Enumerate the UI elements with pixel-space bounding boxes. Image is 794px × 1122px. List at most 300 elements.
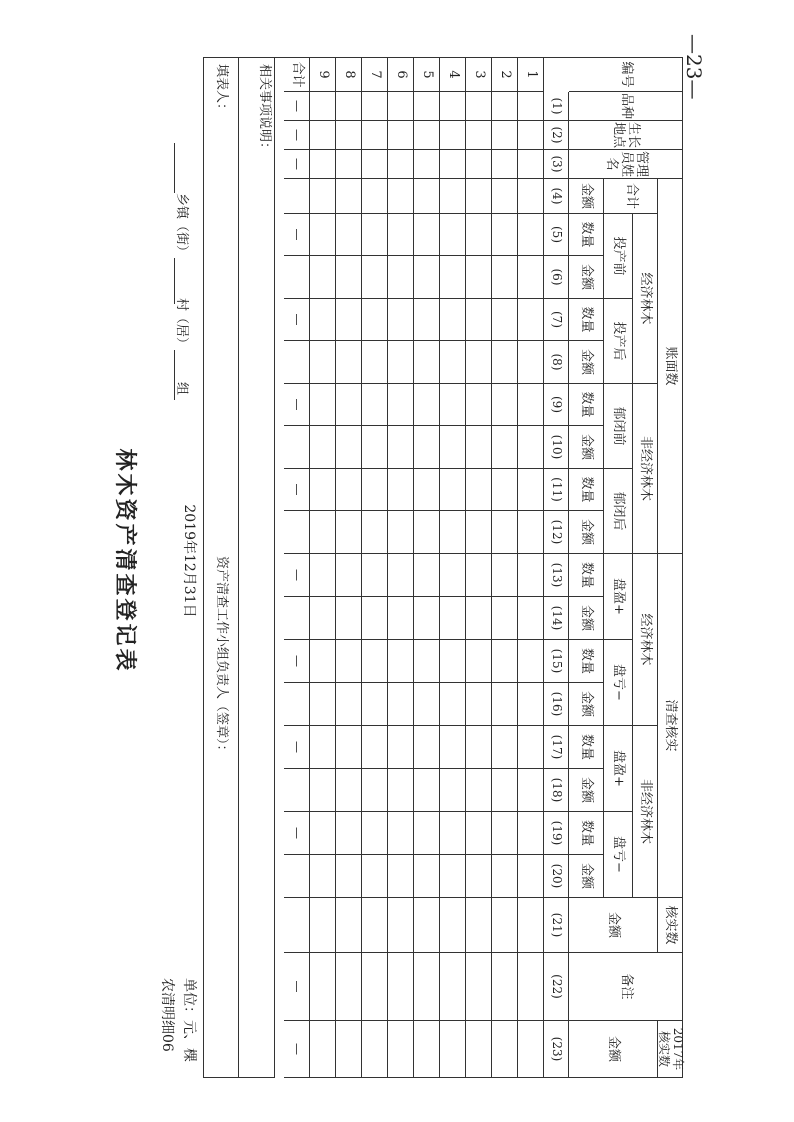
- total-cell[interactable]: [284, 426, 310, 469]
- table-cell[interactable]: [466, 812, 492, 855]
- table-cell[interactable]: [310, 511, 336, 554]
- table-cell[interactable]: [362, 769, 388, 812]
- form-number: 农清明细06: [159, 978, 175, 1052]
- subheader-cell: [569, 769, 604, 812]
- header-heji: [604, 179, 658, 214]
- report-date: 2019年12月31日: [181, 504, 197, 618]
- table-cell[interactable]: [466, 898, 492, 953]
- row-number: 2: [492, 58, 518, 92]
- table-cell[interactable]: [388, 511, 414, 554]
- table-cell[interactable]: [440, 384, 466, 426]
- table-cell[interactable]: [414, 640, 440, 683]
- col-number: (3): [544, 150, 569, 179]
- filler-label: 填表人：: [213, 64, 229, 117]
- table-cell[interactable]: [414, 384, 440, 426]
- subheader-label: 数量: [579, 221, 595, 248]
- table-cell[interactable]: [388, 640, 414, 683]
- table-cell[interactable]: [518, 597, 544, 640]
- feijingji-1-label: 非经济林木: [638, 435, 654, 501]
- table-cell[interactable]: [310, 726, 336, 769]
- table-cell[interactable]: [336, 299, 362, 341]
- table-cell[interactable]: [518, 554, 544, 597]
- bianhao-label: 编号: [618, 61, 634, 88]
- subheader-cell: [569, 341, 604, 384]
- table-cell[interactable]: [466, 726, 492, 769]
- total-cell[interactable]: —: [284, 554, 310, 597]
- table-cell[interactable]: [310, 384, 336, 426]
- col-number: (9): [544, 384, 569, 426]
- table-cell[interactable]: [518, 726, 544, 769]
- total-cell[interactable]: —: [284, 214, 310, 256]
- table-cell[interactable]: [362, 384, 388, 426]
- table-cell[interactable]: [414, 953, 440, 1021]
- table-cell[interactable]: [414, 511, 440, 554]
- table-cell[interactable]: [362, 953, 388, 1021]
- table-cell[interactable]: [362, 150, 388, 179]
- subheader-label: 金额: [579, 690, 595, 717]
- col-number: (22): [544, 953, 569, 1021]
- total-cell[interactable]: [284, 597, 310, 640]
- pankui-1-label: 盘亏−: [611, 664, 627, 701]
- table-cell[interactable]: [310, 1021, 336, 1078]
- table-cell[interactable]: [362, 855, 388, 898]
- table-cell[interactable]: [492, 597, 518, 640]
- page-title: 林木资产清查登记表: [112, 448, 138, 674]
- total-cell[interactable]: [284, 511, 310, 554]
- table-cell[interactable]: [362, 640, 388, 683]
- table-cell[interactable]: [310, 121, 336, 150]
- table-cell[interactable]: [336, 92, 362, 121]
- table-cell[interactable]: [336, 214, 362, 256]
- table-cell[interactable]: [518, 953, 544, 1021]
- table-cell[interactable]: [466, 179, 492, 214]
- table-cell[interactable]: [388, 554, 414, 597]
- table-cell[interactable]: [440, 855, 466, 898]
- table-cell[interactable]: [362, 597, 388, 640]
- table-cell[interactable]: [440, 256, 466, 299]
- header-panying-1: [604, 554, 633, 640]
- touchan-qian-label: 投产前: [611, 236, 627, 276]
- table-cell[interactable]: [362, 1021, 388, 1078]
- table-cell[interactable]: [466, 150, 492, 179]
- table-cell[interactable]: [336, 597, 362, 640]
- subheader-label: 金额: [579, 862, 595, 889]
- table-cell[interactable]: [518, 1021, 544, 1078]
- table-cell[interactable]: [518, 256, 544, 299]
- page-number: —23—: [682, 34, 706, 100]
- table-cell[interactable]: [362, 256, 388, 299]
- table-cell[interactable]: [414, 1021, 440, 1078]
- table-cell[interactable]: [414, 683, 440, 726]
- total-cell[interactable]: —: [284, 384, 310, 426]
- subheader-cell: [569, 179, 604, 214]
- total-cell[interactable]: [284, 179, 310, 214]
- table-cell[interactable]: [388, 121, 414, 150]
- table-cell[interactable]: [492, 92, 518, 121]
- table-cell[interactable]: [492, 511, 518, 554]
- table-cell[interactable]: [466, 384, 492, 426]
- table-cell[interactable]: [492, 426, 518, 469]
- col-number: (8): [544, 341, 569, 384]
- table-cell[interactable]: [440, 511, 466, 554]
- table-cell[interactable]: [310, 769, 336, 812]
- table-cell[interactable]: [310, 214, 336, 256]
- total-cell[interactable]: —: [284, 953, 310, 1021]
- table-cell[interactable]: [336, 1021, 362, 1078]
- table-cell[interactable]: [492, 121, 518, 150]
- total-cell[interactable]: —: [284, 726, 310, 769]
- table-cell[interactable]: [310, 898, 336, 953]
- table-cell[interactable]: [362, 426, 388, 469]
- table-cell[interactable]: [414, 726, 440, 769]
- table-cell[interactable]: [362, 898, 388, 953]
- total-cell[interactable]: —: [284, 640, 310, 683]
- table-cell[interactable]: [492, 855, 518, 898]
- table-cell[interactable]: [466, 426, 492, 469]
- table-cell[interactable]: [362, 179, 388, 214]
- row-number: 5: [414, 58, 440, 92]
- col-number: (13): [544, 554, 569, 597]
- table-cell[interactable]: [414, 150, 440, 179]
- table-cell[interactable]: [336, 855, 362, 898]
- table-cell[interactable]: [440, 179, 466, 214]
- table-cell[interactable]: [388, 179, 414, 214]
- table-cell[interactable]: [440, 1021, 466, 1078]
- table-cell[interactable]: [414, 341, 440, 384]
- subheader-label: 金额: [579, 182, 595, 209]
- table-cell[interactable]: [388, 150, 414, 179]
- subheader-label: 数量: [579, 647, 595, 674]
- table-cell[interactable]: [362, 299, 388, 341]
- table-cell[interactable]: [362, 812, 388, 855]
- signature-row[interactable]: [203, 58, 239, 1078]
- table-cell[interactable]: [466, 299, 492, 341]
- table-cell[interactable]: [440, 121, 466, 150]
- table-cell[interactable]: [414, 426, 440, 469]
- table-cell[interactable]: [310, 92, 336, 121]
- header-pankui-2: [604, 812, 633, 898]
- table-cell[interactable]: [336, 384, 362, 426]
- table-cell[interactable]: [414, 299, 440, 341]
- table-cell[interactable]: [518, 299, 544, 341]
- jingji-1-label: 经济林木: [638, 272, 654, 325]
- total-cell[interactable]: [284, 256, 310, 299]
- table-cell[interactable]: [492, 341, 518, 384]
- table-cell[interactable]: [518, 469, 544, 511]
- table-cell[interactable]: [518, 384, 544, 426]
- shengzhang-label: 生长地点: [611, 122, 642, 149]
- table-cell[interactable]: [388, 426, 414, 469]
- table-cell[interactable]: [414, 769, 440, 812]
- table-cell[interactable]: [336, 953, 362, 1021]
- table-cell[interactable]: [466, 341, 492, 384]
- total-cell[interactable]: [284, 341, 310, 384]
- table-cell[interactable]: [336, 121, 362, 150]
- total-cell[interactable]: —: [284, 92, 310, 121]
- table-cell[interactable]: [336, 554, 362, 597]
- table-cell[interactable]: [336, 769, 362, 812]
- table-cell[interactable]: [440, 341, 466, 384]
- table-cell[interactable]: [466, 121, 492, 150]
- table-cell[interactable]: [362, 214, 388, 256]
- table-cell[interactable]: [492, 469, 518, 511]
- table-cell[interactable]: [492, 554, 518, 597]
- table-cell[interactable]: [492, 953, 518, 1021]
- heshi-label: 核实数: [663, 905, 679, 945]
- table-cell[interactable]: [440, 299, 466, 341]
- table-cell[interactable]: [362, 341, 388, 384]
- subheader-label: 金额: [579, 433, 595, 460]
- table-cell[interactable]: [310, 426, 336, 469]
- table-cell[interactable]: [518, 426, 544, 469]
- table-cell[interactable]: [492, 299, 518, 341]
- table-cell[interactable]: [492, 179, 518, 214]
- table-cell[interactable]: [466, 1021, 492, 1078]
- subheader-cell: [569, 812, 604, 855]
- guanli-label: 管理员姓名: [604, 151, 649, 178]
- table-cell[interactable]: [466, 855, 492, 898]
- table-cell[interactable]: [518, 214, 544, 256]
- table-cell[interactable]: [310, 554, 336, 597]
- table-cell[interactable]: [388, 214, 414, 256]
- subheader-label: 数量: [579, 819, 595, 846]
- heshi-jine-label: 金额: [606, 911, 622, 938]
- total-cell[interactable]: [284, 769, 310, 812]
- table-cell[interactable]: [388, 597, 414, 640]
- table-cell[interactable]: [310, 683, 336, 726]
- col-number: (12): [544, 511, 569, 554]
- table-cell[interactable]: [362, 726, 388, 769]
- village-label: 村（居）: [174, 298, 189, 351]
- row-number: 9: [310, 58, 336, 92]
- table-cell[interactable]: [492, 683, 518, 726]
- total-row-label: 合计: [284, 58, 310, 92]
- table-cell[interactable]: [388, 683, 414, 726]
- total-cell[interactable]: —: [284, 1021, 310, 1078]
- beizhu-label: 备注: [618, 973, 634, 1000]
- col-number: (15): [544, 640, 569, 683]
- table-cell[interactable]: [414, 554, 440, 597]
- header-yu-hou: [604, 469, 633, 554]
- header-hs2017-jine: [569, 1021, 658, 1078]
- table-cell[interactable]: [362, 554, 388, 597]
- table-cell[interactable]: [336, 426, 362, 469]
- table-cell[interactable]: [518, 769, 544, 812]
- table-cell[interactable]: [362, 683, 388, 726]
- feijingji-2-label: 非经济林木: [638, 778, 654, 844]
- table-cell[interactable]: [310, 812, 336, 855]
- related-matters[interactable]: [239, 58, 275, 1078]
- table-cell[interactable]: [518, 121, 544, 150]
- subheader-label: 金额: [579, 776, 595, 803]
- table-cell[interactable]: [440, 214, 466, 256]
- table-cell[interactable]: [310, 299, 336, 341]
- table-cell[interactable]: [466, 769, 492, 812]
- table-cell[interactable]: [336, 256, 362, 299]
- subheader-label: 金额: [579, 604, 595, 631]
- table-cell[interactable]: [466, 469, 492, 511]
- table-cell[interactable]: [440, 898, 466, 953]
- table-cell[interactable]: [518, 179, 544, 214]
- table-cell[interactable]: [492, 1021, 518, 1078]
- table-cell[interactable]: [518, 92, 544, 121]
- table-cell[interactable]: [440, 426, 466, 469]
- table-cell[interactable]: [362, 121, 388, 150]
- table-cell[interactable]: [388, 299, 414, 341]
- table-cell[interactable]: [388, 469, 414, 511]
- subheader-cell: [569, 554, 604, 597]
- table-cell[interactable]: [518, 855, 544, 898]
- table-cell[interactable]: [388, 855, 414, 898]
- table-cell[interactable]: [414, 121, 440, 150]
- table-cell[interactable]: [492, 256, 518, 299]
- table-cell[interactable]: [388, 953, 414, 1021]
- table-cell[interactable]: [440, 683, 466, 726]
- table-cell[interactable]: [440, 769, 466, 812]
- table-cell[interactable]: [466, 640, 492, 683]
- total-cell[interactable]: [284, 855, 310, 898]
- total-cell[interactable]: [284, 683, 310, 726]
- table-cell[interactable]: [414, 256, 440, 299]
- table-cell[interactable]: [440, 469, 466, 511]
- total-cell[interactable]: —: [284, 469, 310, 511]
- subheader-cell: [569, 855, 604, 898]
- table-cell[interactable]: [492, 812, 518, 855]
- table-cell[interactable]: [518, 898, 544, 953]
- table-cell[interactable]: [492, 769, 518, 812]
- table-cell[interactable]: [518, 511, 544, 554]
- responsible-label: 资产清查工作小组负责人（签章）：: [213, 556, 229, 758]
- table-cell[interactable]: [440, 92, 466, 121]
- table-cell[interactable]: [492, 898, 518, 953]
- table-cell[interactable]: [466, 511, 492, 554]
- jingji-2-label: 经济林木: [638, 613, 654, 666]
- subheader-label: 金额: [579, 348, 595, 375]
- table-cell[interactable]: [466, 554, 492, 597]
- header-guanli: [569, 150, 683, 179]
- table-cell[interactable]: [310, 953, 336, 1021]
- table-cell[interactable]: [336, 812, 362, 855]
- table-cell[interactable]: [310, 640, 336, 683]
- table-cell[interactable]: [310, 179, 336, 214]
- subheader-label: 金额: [579, 263, 595, 290]
- table-cell[interactable]: [336, 726, 362, 769]
- table-cell[interactable]: [466, 597, 492, 640]
- table-cell[interactable]: [440, 812, 466, 855]
- table-cell[interactable]: [336, 469, 362, 511]
- table-cell[interactable]: [310, 341, 336, 384]
- table-cell[interactable]: [388, 256, 414, 299]
- table-cell[interactable]: [388, 1021, 414, 1078]
- table-cell[interactable]: [492, 726, 518, 769]
- table-cell[interactable]: [388, 769, 414, 812]
- row-number: 6: [388, 58, 414, 92]
- table-cell[interactable]: [336, 898, 362, 953]
- table-cell[interactable]: [492, 384, 518, 426]
- table-cell[interactable]: [388, 812, 414, 855]
- header-shengzhang: [569, 121, 683, 150]
- col-number: (11): [544, 469, 569, 511]
- table-cell[interactable]: [518, 640, 544, 683]
- table-cell[interactable]: [336, 511, 362, 554]
- table-cell[interactable]: [440, 726, 466, 769]
- total-cell[interactable]: —: [284, 299, 310, 341]
- table-cell[interactable]: [492, 150, 518, 179]
- table-cell[interactable]: [336, 640, 362, 683]
- subheader-cell: [569, 511, 604, 554]
- table-cell[interactable]: [388, 726, 414, 769]
- total-cell[interactable]: —: [284, 150, 310, 179]
- table-cell[interactable]: [466, 683, 492, 726]
- table-cell[interactable]: [492, 214, 518, 256]
- total-cell[interactable]: —: [284, 121, 310, 150]
- table-cell[interactable]: [336, 179, 362, 214]
- table-cell[interactable]: [518, 341, 544, 384]
- total-cell[interactable]: —: [284, 812, 310, 855]
- total-cell[interactable]: [284, 898, 310, 953]
- table-cell[interactable]: [466, 214, 492, 256]
- table-cell[interactable]: [388, 341, 414, 384]
- table-cell[interactable]: [414, 469, 440, 511]
- table-cell[interactable]: [440, 597, 466, 640]
- table-cell[interactable]: [362, 92, 388, 121]
- table-cell[interactable]: [518, 812, 544, 855]
- table-cell[interactable]: [414, 898, 440, 953]
- table-cell[interactable]: [362, 511, 388, 554]
- col-number: (20): [544, 855, 569, 898]
- panying-1-label: 盘盈+: [611, 578, 627, 615]
- header-bianhao: [569, 58, 683, 92]
- table-cell[interactable]: [414, 92, 440, 121]
- group-field: [174, 382, 193, 395]
- table-cell[interactable]: [414, 179, 440, 214]
- table-cell[interactable]: [310, 597, 336, 640]
- table-cell[interactable]: [336, 683, 362, 726]
- table-cell[interactable]: [440, 640, 466, 683]
- table-cell[interactable]: [336, 341, 362, 384]
- table-cell[interactable]: [414, 812, 440, 855]
- table-cell[interactable]: [440, 953, 466, 1021]
- col-number: (19): [544, 812, 569, 855]
- table-cell[interactable]: [310, 256, 336, 299]
- table-cell[interactable]: [362, 469, 388, 511]
- table-cell[interactable]: [388, 92, 414, 121]
- table-cell[interactable]: [310, 469, 336, 511]
- table-cell[interactable]: [414, 597, 440, 640]
- table-cell[interactable]: [518, 150, 544, 179]
- table-cell[interactable]: [440, 150, 466, 179]
- table-cell[interactable]: [310, 150, 336, 179]
- table-cell[interactable]: [388, 384, 414, 426]
- yu-qian-label: 郁闭前: [611, 406, 627, 446]
- table-cell[interactable]: [388, 898, 414, 953]
- table-cell[interactable]: [414, 214, 440, 256]
- col-number: (10): [544, 426, 569, 469]
- col-number: (16): [544, 683, 569, 726]
- col-number: (2): [544, 121, 569, 150]
- table-cell[interactable]: [466, 256, 492, 299]
- table-cell[interactable]: [492, 640, 518, 683]
- table-cell[interactable]: [414, 855, 440, 898]
- table-cell[interactable]: [518, 683, 544, 726]
- table-cell[interactable]: [466, 953, 492, 1021]
- table-cell[interactable]: [440, 554, 466, 597]
- table-cell[interactable]: [466, 92, 492, 121]
- table-cell[interactable]: [336, 150, 362, 179]
- qingcha-label: 清查核实: [663, 699, 679, 752]
- table-cell[interactable]: [310, 855, 336, 898]
- yu-hou-label: 郁闭后: [611, 491, 627, 531]
